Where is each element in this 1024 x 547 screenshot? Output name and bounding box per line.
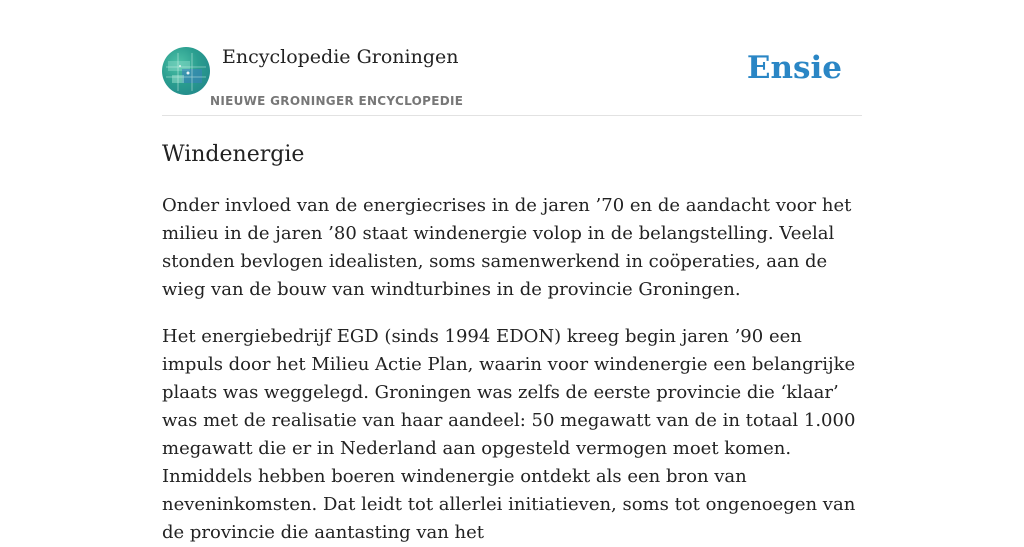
- site-title[interactable]: Encyclopedie Groningen: [222, 46, 459, 68]
- site-header: [162, 0, 862, 116]
- article-paragraph: Onder invloed van de energiecrises in de jaren ’70 en de aandacht voor het milieu in de jaren ’80 staat windenergie volop in de belangstelling. Veelal stonden bevlogen idealisten, soms samenwerkend in coöperaties, aan de wieg van de bouw van windturbines in de provincie Groningen.: [162, 195, 852, 300]
- site-subtitle: NIEUWE GRONINGER ENCYCLOPEDIE: [210, 94, 464, 108]
- article-paragraph: Het energiebedrijf EGD (sinds 1994 EDON) kreeg begin jaren ’90 een impuls door het Milieu Actie Plan, waarin voor windenergie een belangrijke plaats was weggelegd. Groningen was zelfs de eerste provincie die ‘klaar’ was met de realisatie van haar aandeel: 50 megawatt van de in totaal 1.000 megawatt die er in Nederland aan opgesteld vermogen moet komen. Inmiddels hebben boeren windenergie ontdekt als een bron van neveninkomsten. Dat leidt tot allerlei initiatieven, soms tot ongenoegen van de provincie die aantasting van het: [162, 326, 856, 543]
- article-title: Windenergie: [162, 142, 305, 167]
- article: [162, 140, 862, 547]
- encyclopedia-logo-icon[interactable]: [162, 47, 210, 95]
- ensie-brand-logo[interactable]: Ensie: [746, 50, 842, 86]
